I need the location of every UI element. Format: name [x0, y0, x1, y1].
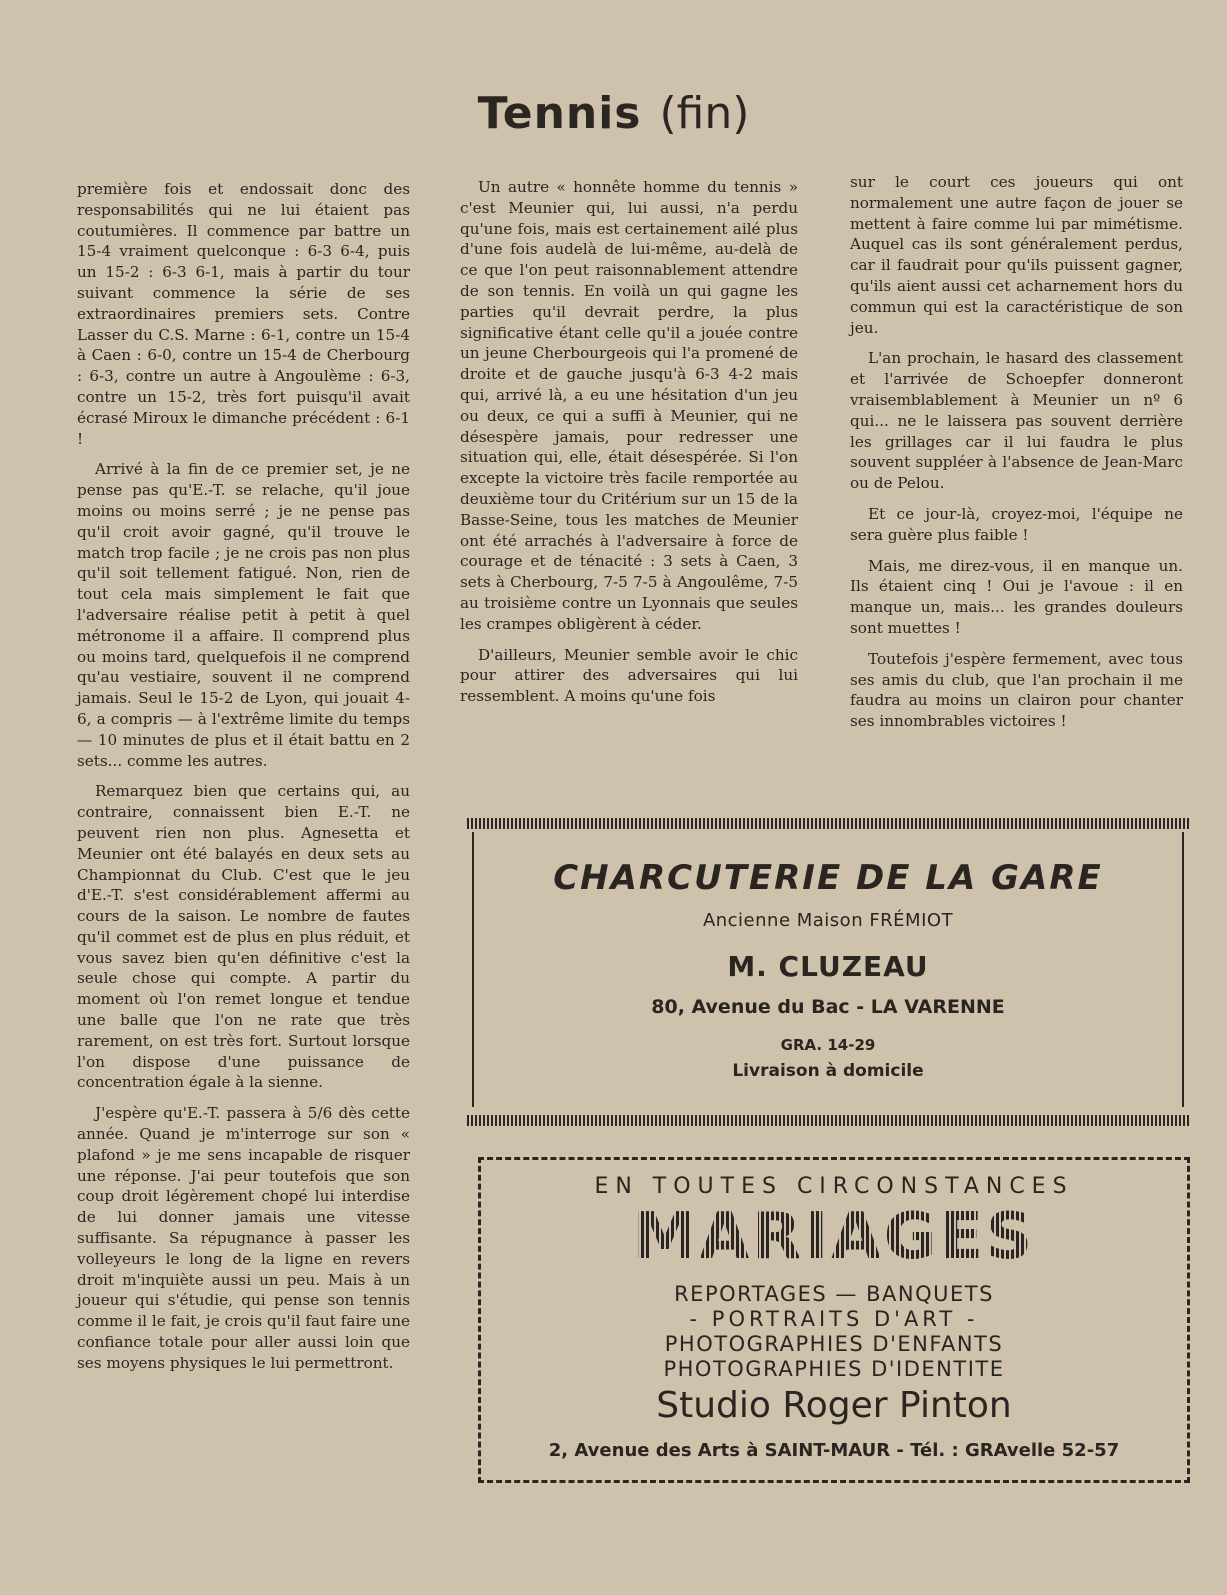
- article-column-1: [77, 179, 410, 1384]
- paragraph: sur le court ces joueurs qui ont normalement une autre façon de jouer se mettent à faire comme lui par mimétisme. Auquel cas ils sont généralement perdus, car il faudrait pour qu'ils puissent gagner, qu'ils aient aussi cet acharnement hors du commun qui est la caractéristique de son jeu.: [850, 173, 1183, 337]
- paragraph: Toutefois j'espère fermement, avec tous ses amis du club, que l'an prochain il me faudra au moins un clairon pour chanter ses innombrables victoires !: [850, 649, 1183, 731]
- title-fin: (fin): [659, 88, 750, 139]
- paragraph: Et ce jour-là, croyez-moi, l'équipe ne sera guère plus faible !: [850, 504, 1183, 544]
- hatched-border-bottom: [467, 1115, 1189, 1126]
- page-title: [0, 88, 1227, 139]
- paragraph: L'an prochain, le hasard des classement et l'arrivée de Schoepfer donneront vraisemblablement à Meunier un nº 6 qui... ne le laissera pas souvent derrière les grillages car il lui faudra le plus souvent suppléer à l'absence de Jean-Marc ou de Pelou.: [850, 349, 1183, 493]
- owner-name: M. CLUZEAU: [727, 950, 929, 983]
- paragraph: J'espère qu'E.-T. passera à 5/6 dès cette année. Quand je m'interroge sur son « plafond » je me sens incapable de risquer une réponse. J'ai peur toutefois que son coup droit légèrement chopé lui interdise de lui donner jamais une vitesse suffisante. Sa répugnance à passer les volleyeurs le long de la ligne en revers droit m'inquiète aussi un peu. Mais à un joueur qui s'étudie, qui pense son tennis comme il le fait, je crois qu'il faut faire une confiance totale pour aller aussi loin que ses moyens physiques le lui permettront.: [77, 1104, 410, 1372]
- studio-name: Studio Roger Pinton: [656, 1385, 1012, 1426]
- shop-name: CHARCUTERIE DE LA GARE: [553, 858, 1103, 898]
- service-line: PHOTOGRAPHIES D'ENFANTS: [664, 1332, 1004, 1356]
- studio-contact: 2, Avenue des Arts à SAINT-MAUR - Tél. : GRAvelle 52-57: [548, 1440, 1120, 1461]
- paragraph: D'ailleurs, Meunier semble avoir le chic pour attirer des adversaires qui lui ressemblent. A moins qu'une fois: [460, 645, 798, 706]
- mariages-headline: MARIAGES: [481, 1200, 1187, 1274]
- occasion-text: EN TOUTES CIRCONSTANCES: [594, 1174, 1074, 1199]
- charcuterie-advertisement: [467, 818, 1189, 1128]
- hatched-border-top: [467, 818, 1189, 829]
- shop-phone: GRA. 14-29: [780, 1036, 876, 1054]
- article-column-3: [850, 172, 1183, 742]
- title-main: Tennis: [477, 88, 642, 139]
- paragraph: première fois et endossait donc des responsabilités qui ne lui étaient pas coutumières. Il commence par battre un 15-4 vraiment quelconque : 6-3 6-4, puis un 15-2 : 6-3 6-1, mais à partir du tour suivant commence la série de ses extraordinaires premiers sets. Contre Lasser du C.S. Marne : 6-1, contre un 15-4 à Caen : 6-0, contre un 15-4 de Cherbourg : 6-3, contre un autre à Angoulème : 6-3, contre un 15-2, très fort puisqu'il avait écrasé Miroux le dimanche précédent : 6-1 !: [77, 180, 410, 448]
- service-line: PHOTOGRAPHIES D'IDENTITE: [663, 1357, 1005, 1381]
- article-column-2: [460, 177, 798, 717]
- paragraph: Arrivé à la fin de ce premier set, je ne pense pas qu'E.-T. se relache, qu'il joue moins ou moins serré ; je ne pense pas qu'il croit avoir gagné, qu'il trouve le match trop facile ; je ne crois pas non plus qu'il soit tellement fatigué. Non, rien de tout cela mais simplement le fait que l'adversaire réalise petit à petit à quel métronome il a affaire. Il comprend plus ou moins tard, quelquefois il ne comprend qu'au vestiaire, souvent il ne comprend jamais. Seul le 15-2 de Lyon, qui jouait 4-6, a compris — à l'extrême limite du temps — 10 minutes de plus et il était battu en 2 sets... comme les autres.: [77, 460, 410, 770]
- paragraph: Mais, me direz-vous, il en manque un. Ils étaient cinq ! Oui je l'avoue : il en manque un, mais... les grandes douleurs sont muettes !: [850, 556, 1183, 637]
- paragraph: Un autre « honnête homme du tennis » c'est Meunier qui, lui aussi, n'a perdu qu'une fois, mais est certainement ailé plus d'une fois audelà de lui-même, au-delà de ce que l'on peut raisonnablement attendre de son tennis. En voilà un qui gagne les parties qu'il devrait perdre, la plus significative étant celle qu'il a jouée contre un jeune Cherbourgeois qui l'a promené de droite et de gauche jusqu'à 6-3 4-2 mais qui, arrivé là, a eu une hésitation d'un jeu ou deux, ce qui a suffi à Meunier, qui ne désespère jamais, pour redresser une situation qui, elle, était désespérée. Si l'on excepte la victoire très facile remportée au deuxième tour du Critérium sur un 15 de la Basse-Seine, tous les matches de Meunier ont été arrachés à l'adversaire à force de courage et de ténacité : 3 sets à Caen, 3 sets à Cherbourg, 7-5 7-5 à Angoulême, 7-5 au troisième contre un Lyonnais que seules les crampes obligèrent à céder.: [460, 178, 798, 633]
- service-line: - PORTRAITS D'ART -: [689, 1307, 979, 1331]
- photo-studio-advertisement: [478, 1157, 1190, 1483]
- former-owner: Ancienne Maison FRÉMIOT: [702, 910, 954, 931]
- paragraph: Remarquez bien que certains qui, au contraire, connaissent bien E.-T. ne peuvent rien non plus. Agnesetta et Meunier ont été balayés en deux sets au Championnat du Club. C'est que le jeu d'E.-T. s'est considérablement affermi au cours de la saison. Le nombre de fautes qu'il commet est de plus en plus réduit, et vous savez bien qu'en définitive c'est la seule chose qui compte. A partir du moment où l'on remet longue et tendue une balle que l'on ne rate que très rarement, on est très fort. Surtout lorsque l'on dispose d'une puissance de concentration égale à la sienne.: [77, 782, 410, 1092]
- shop-address: 80, Avenue du Bac - LA VARENNE: [651, 996, 1005, 1018]
- delivery-note: Livraison à domicile: [732, 1061, 924, 1081]
- service-line: REPORTAGES — BANQUETS: [674, 1282, 994, 1306]
